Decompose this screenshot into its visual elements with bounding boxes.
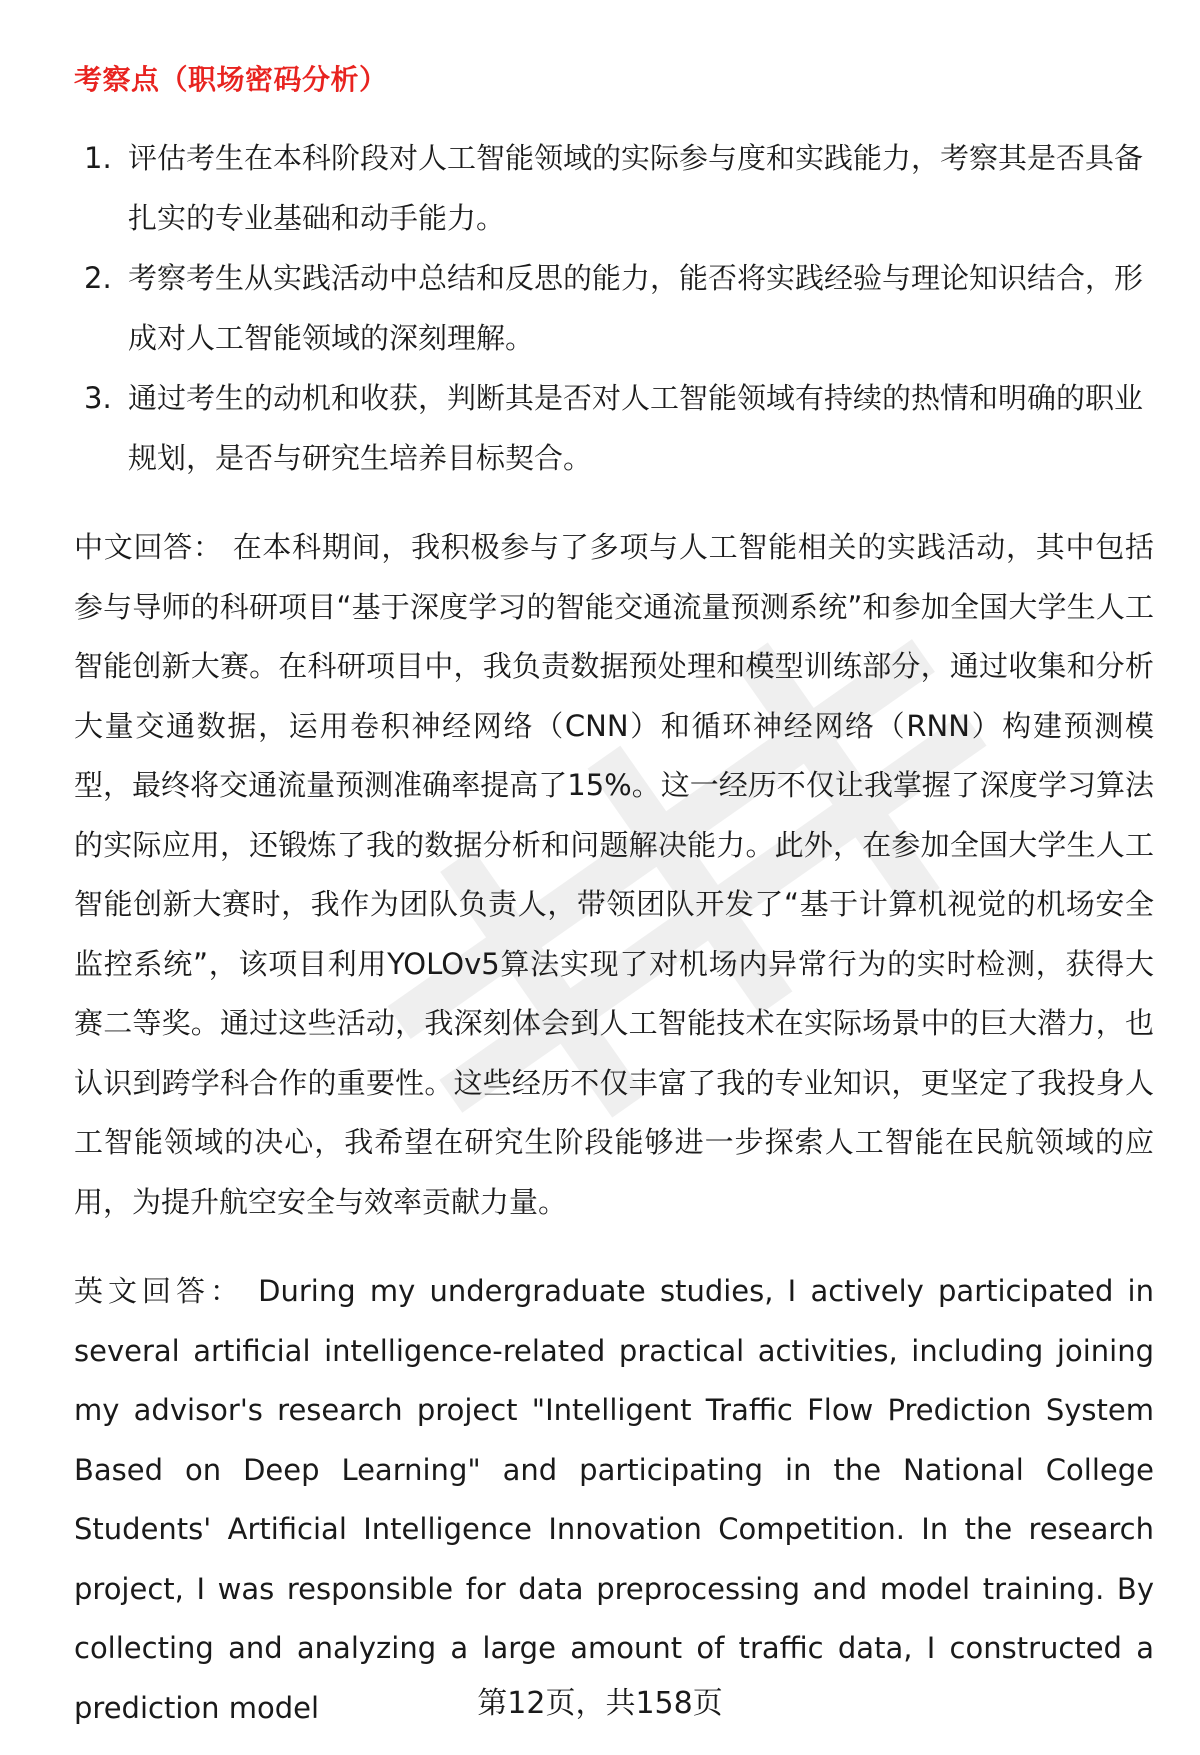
- chinese-answer-text: 在本科期间，我积极参与了多项与人工智能相关的实践活动，其中包括参与导师的科研项目“基于深度学习的智能交通流量预测系统”和参加全国大学生人工智能创新大赛。在科研项目中，我负责数据预处理和模型训练部分，通过收集和分析大量交通数据，运用卷积神经网络（CNN）和循环神经网络（RNN）构建预测模型，最终将交通流量预测准确率提高了15%。这一经历不仅让我掌握了深度学习算法的实际应用，还锻炼了我的数据分析和问题解决能力。此外，在参加全国大学生人工智能创新大赛时，我作为团队负责人，带领团队开发了“基于计算机视觉的机场安全监控系统”，该项目利用YOLOv5算法实现了对机场内异常行为的实时检测，获得大赛二等奖。通过这些活动，我深刻体会到人工智能技术在实际场景中的巨大潜力，也认识到跨学科合作的重要性。这些经历不仅丰富了我的专业知识，更坚定了我投身人工智能领域的决心，我希望在研究生阶段能够进一步探索人工智能在民航领域的应用，为提升航空安全与效率贡献力量。: [74, 530, 1154, 1219]
- page-number-footer: 第12页，共158页: [477, 1686, 723, 1721]
- list-item: [74, 368, 1154, 488]
- section-title: 考察点（职场密码分析）: [74, 63, 388, 96]
- english-answer-text: During my undergraduate studies, I actively participated in several artificial intelligence-related practical activities, including joining my advisor's research project "Intelligent Traffic Flow Prediction System Based on Deep Learning" and participating in the National College Students' Artificial Intelligence Innovation Competition. In the research project, I was responsible for data preprocessing and model training. By collecting and analyzing a large amount of traffic data, I constructed a prediction model: [74, 1274, 1154, 1725]
- list-item-number: 2.: [84, 261, 112, 295]
- assessment-points-list: [74, 128, 1154, 488]
- list-item-text: 通过考生的动机和收获，判断其是否对人工智能领域有持续的热情和明确的职业规划，是否与研究生培养目标契合。: [128, 381, 1144, 475]
- list-item: [74, 248, 1154, 368]
- list-item: [74, 128, 1154, 248]
- list-item-number: 3.: [84, 381, 112, 415]
- english-answer-paragraph: [74, 1262, 1154, 1738]
- list-item-text: 考察考生从实践活动中总结和反思的能力，能否将实践经验与理论知识结合，形成对人工智能领域的深刻理解。: [128, 261, 1144, 355]
- list-item-text: 评估考生在本科阶段对人工智能领域的实际参与度和实践能力，考察其是否具备扎实的专业基础和动手能力。: [128, 141, 1144, 235]
- chinese-answer-paragraph: [74, 518, 1154, 1232]
- english-answer-label: 英文回答：: [74, 1274, 244, 1308]
- chinese-answer-label: 中文回答：: [74, 530, 223, 564]
- list-item-number: 1.: [84, 141, 112, 175]
